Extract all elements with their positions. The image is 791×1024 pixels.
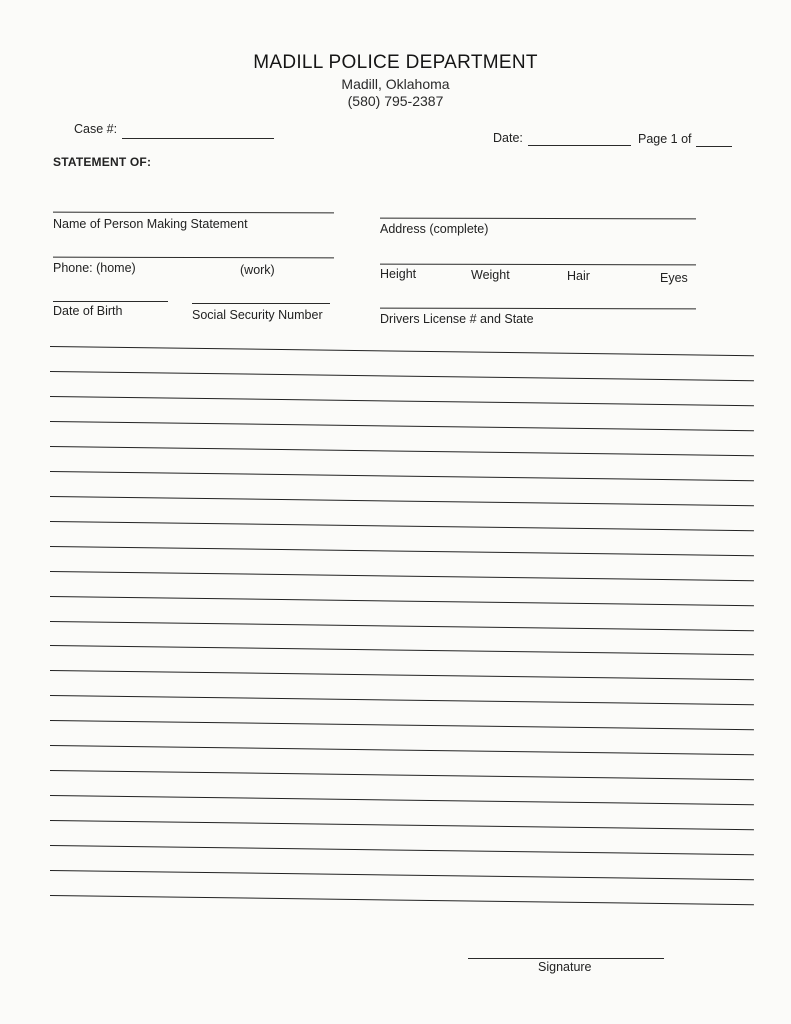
statement-line[interactable]: [50, 621, 754, 631]
case-number-label: Case #:: [74, 122, 118, 136]
statement-line[interactable]: [50, 471, 754, 481]
statement-line[interactable]: [50, 695, 754, 705]
statement-line[interactable]: [50, 720, 754, 730]
name-label: Name of Person Making Statement: [53, 217, 248, 231]
dob-field[interactable]: [53, 301, 168, 302]
eyes-label: Eyes: [660, 271, 688, 285]
statement-line[interactable]: [50, 670, 754, 680]
phone-home-label: Phone: (home): [53, 261, 136, 275]
address-field[interactable]: [380, 218, 696, 220]
signature-label: Signature: [538, 960, 592, 974]
statement-line[interactable]: [50, 571, 754, 581]
statement-line[interactable]: [50, 521, 754, 531]
statement-line[interactable]: [50, 745, 754, 755]
height-label: Height: [380, 267, 417, 281]
date-field[interactable]: [528, 145, 631, 146]
statement-line[interactable]: [50, 346, 754, 356]
statement-line[interactable]: [50, 596, 754, 606]
statement-line[interactable]: [50, 645, 754, 655]
statement-of-heading: STATEMENT OF:: [53, 155, 152, 169]
statement-line[interactable]: [50, 870, 754, 880]
statement-line[interactable]: [50, 895, 754, 905]
statement-line[interactable]: [50, 371, 754, 381]
statement-line[interactable]: [50, 546, 754, 556]
license-field[interactable]: [380, 308, 696, 310]
phone-field[interactable]: [53, 257, 334, 259]
phone-work-label: (work): [240, 263, 275, 277]
signature-field[interactable]: [468, 958, 664, 959]
statement-line[interactable]: [50, 396, 754, 406]
ssn-field[interactable]: [192, 303, 330, 304]
page-label: Page 1 of: [638, 132, 692, 146]
name-field[interactable]: [53, 212, 334, 214]
statement-line[interactable]: [50, 446, 754, 456]
address-label: Address (complete): [380, 222, 489, 236]
hair-label: Hair: [567, 269, 590, 283]
statement-line[interactable]: [50, 795, 754, 805]
statement-line[interactable]: [50, 770, 754, 780]
case-number-field[interactable]: [122, 138, 274, 139]
statement-line[interactable]: [50, 496, 754, 506]
department-city: Madill, Oklahoma: [341, 76, 450, 92]
date-label: Date:: [493, 131, 523, 145]
license-label: Drivers License # and State: [380, 312, 534, 326]
department-phone: (580) 795-2387: [347, 93, 444, 109]
statement-line[interactable]: [50, 845, 754, 855]
weight-label: Weight: [471, 268, 510, 282]
page-total-field[interactable]: [696, 146, 732, 147]
department-title: MADILL POLICE DEPARTMENT: [253, 52, 538, 73]
physical-description-field[interactable]: [380, 264, 696, 266]
ssn-label: Social Security Number: [192, 308, 323, 322]
statement-line[interactable]: [50, 421, 754, 431]
statement-line[interactable]: [50, 820, 754, 830]
dob-label: Date of Birth: [53, 304, 123, 318]
